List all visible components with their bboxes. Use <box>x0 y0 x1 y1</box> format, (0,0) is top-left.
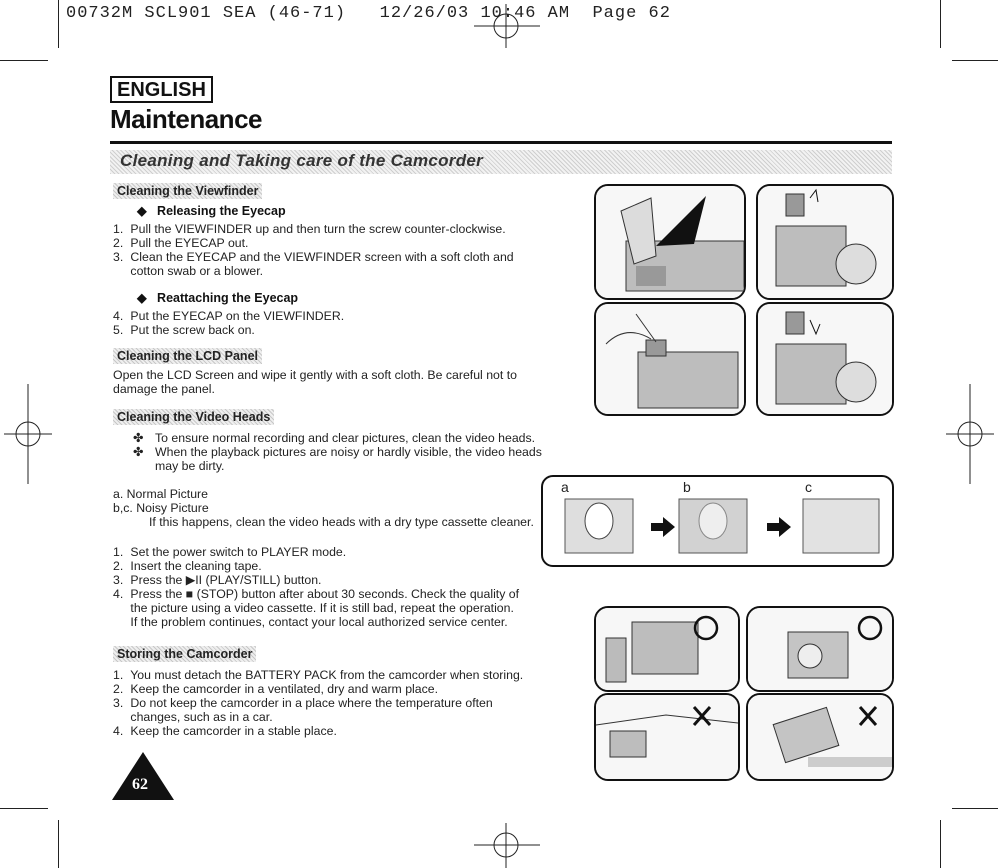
title-rule <box>110 141 892 144</box>
store-ok-battery-illustration <box>594 606 740 692</box>
releasing-steps: 1. Pull the VIEWFINDER up and then turn the screw counter-clockwise. 2. Pull the EYECAP out. 3. Clean the EYECAP and the VIEWFINDER screen with a soft cloth and cotton swab or a blower. <box>113 222 514 278</box>
heads-bullets: ✤ To ensure normal recording and clear pictures, clean the video heads. ✤ When the playback pictures are noisy or hardly visible, the video heads may be dirty. <box>133 431 542 473</box>
store-bad-car-illustration <box>594 693 740 781</box>
print-header: 00732M SCL901 SEA (46-71) 12/26/03 10:46 AM Page 62 <box>66 4 671 23</box>
store-bad-unstable-illustration <box>746 693 894 781</box>
releasing-heading: ◆ Releasing the Eyecap <box>137 204 286 218</box>
reattaching-heading: ◆ Reattaching the Eyecap <box>137 291 299 305</box>
storing-heading: Storing the Camcorder <box>113 646 256 662</box>
label-b: b <box>683 479 691 495</box>
viewfinder-clean-illustration <box>594 302 746 416</box>
eyecap-attach-illustration <box>756 302 894 416</box>
store-ok-ventilated-illustration <box>746 606 894 692</box>
lcd-heading: Cleaning the LCD Panel <box>113 348 262 364</box>
label-a: a <box>561 479 569 495</box>
page-title: Maintenance <box>110 104 262 134</box>
storing-steps: 1. You must detach the BATTERY PACK from the camcorder when storing. 2. Keep the camcorder in a ventilated, dry and warm place. 3. Do not keep the camcorder in a place where the temperature often changes, such as in a car. 4. Keep the camcorder in a stable place. <box>113 668 524 738</box>
eyecap-removed-illustration <box>756 184 894 300</box>
picture-quality-panel <box>541 475 894 567</box>
label-c: c <box>805 479 812 495</box>
heads-heading: Cleaning the Video Heads <box>113 409 274 425</box>
language-badge: ENGLISH <box>110 76 213 103</box>
heads-picture-notes: a. Normal Picture b,c. Noisy Picture If this happens, clean the video heads with a dry type cassette cleaner. <box>113 487 534 529</box>
heads-steps: 1. Set the power switch to PLAYER mode. 2. Insert the cleaning tape. 3. Press the ▶II (PLAY/STILL) button. 4. Press the ■ (STOP) button after about 30 seconds. Check the quality of the picture using a video cassette. If it is still bad, repeat the operation. If the problem continues, contact your local authorized service center. <box>113 545 520 629</box>
viewfinder-release-illustration <box>594 184 746 300</box>
page-number: 62 <box>132 776 148 793</box>
viewfinder-heading: Cleaning the Viewfinder <box>113 183 262 199</box>
lcd-text: Open the LCD Screen and wipe it gently with a soft cloth. Be careful not to damage the panel. <box>113 368 517 396</box>
reattaching-steps: 4. Put the EYECAP on the VIEWFINDER. 5. Put the screw back on. <box>113 309 345 337</box>
section-title: Cleaning and Taking care of the Camcorder <box>120 151 484 170</box>
